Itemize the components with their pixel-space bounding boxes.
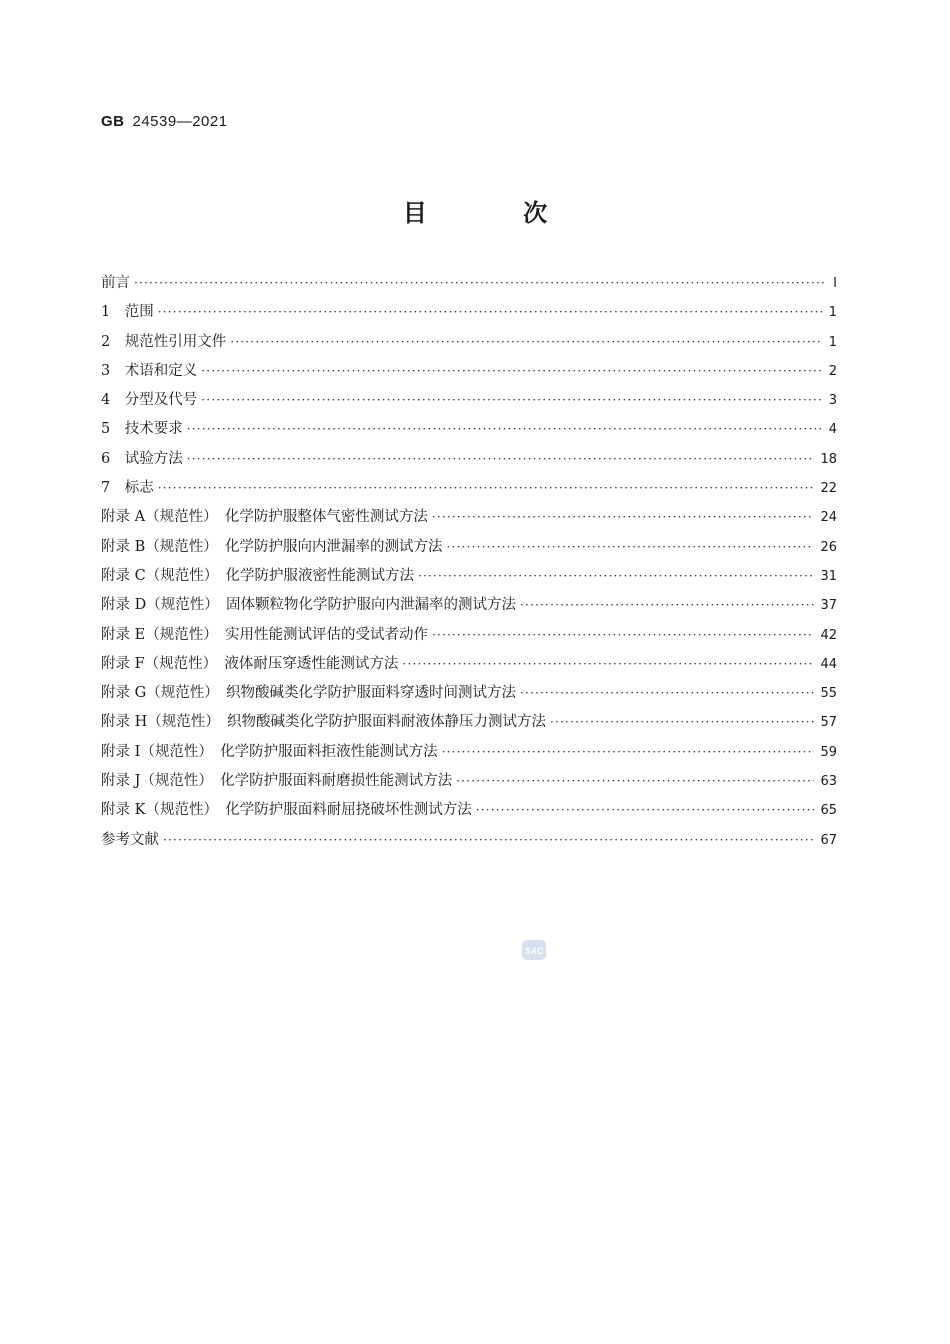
- toc-dot-leader: [163, 833, 814, 847]
- toc-entry[interactable]: [101, 447, 837, 476]
- toc-entry[interactable]: [101, 359, 837, 388]
- toc-entry-label: 5 技术要求: [101, 421, 183, 438]
- toc-dot-leader: [201, 364, 822, 378]
- toc-dot-leader: [158, 481, 815, 495]
- svg-text:SAC: SAC: [524, 946, 544, 956]
- toc-entry[interactable]: [101, 535, 837, 564]
- toc-entry-label: 附录 E（规范性） 实用性能测试评估的受试者动作: [101, 626, 428, 643]
- toc-entry[interactable]: [101, 623, 837, 652]
- toc-entry[interactable]: [101, 388, 837, 417]
- toc-entry-page: 31: [820, 568, 837, 584]
- toc-dot-leader: [550, 715, 814, 729]
- toc-entry-page: 1: [828, 305, 837, 321]
- toc-entry[interactable]: [101, 300, 837, 329]
- toc-entry-page: 18: [820, 451, 837, 467]
- toc-entry-label: 7 标志: [101, 480, 154, 497]
- toc-dot-leader: [134, 276, 827, 290]
- toc-dot-leader: [520, 598, 814, 612]
- toc-entry-label: 前言: [101, 275, 130, 291]
- toc-entry-label: 附录 A（规范性） 化学防护服整体气密性测试方法: [101, 509, 428, 526]
- toc-entry-label: 6 试验方法: [101, 450, 183, 467]
- toc-dot-leader: [402, 657, 814, 671]
- toc-entry-page: 3: [828, 393, 837, 409]
- toc-entry-page: Ⅰ: [833, 276, 837, 291]
- toc-entry-label: 附录 H（规范性） 织物酸碱类化学防护服面料耐液体静压力测试方法: [101, 714, 547, 731]
- toc-entry[interactable]: [101, 681, 837, 710]
- toc-entry-label: 2 规范性引用文件: [101, 333, 227, 350]
- toc-entry[interactable]: [101, 798, 837, 827]
- toc-dot-leader: [432, 510, 815, 524]
- toc-dot-leader: [230, 335, 822, 349]
- toc-entry-page: 42: [820, 627, 837, 643]
- sac-watermark-logo: [521, 937, 547, 963]
- toc-entry-page: 24: [820, 510, 837, 526]
- toc-dot-leader: [456, 774, 814, 788]
- toc-entry[interactable]: [101, 828, 837, 857]
- toc-entry-label: 4 分型及代号: [101, 392, 198, 409]
- toc-dot-leader: [476, 803, 815, 817]
- standard-code: [101, 113, 228, 130]
- toc-dot-leader: [442, 745, 815, 759]
- toc-entry-page: 26: [820, 539, 837, 555]
- toc-entry-label: 附录 K（规范性） 化学防护服面料耐屈挠破坏性测试方法: [101, 802, 472, 819]
- toc-dot-leader: [418, 569, 815, 583]
- toc-entry-page: 1: [828, 334, 837, 350]
- toc-entry-page: 55: [820, 686, 837, 702]
- toc-dot-leader: [187, 422, 823, 436]
- toc-entry[interactable]: [101, 740, 837, 769]
- toc-entry[interactable]: [101, 505, 837, 534]
- toc-entry-page: 22: [820, 481, 837, 497]
- toc-entry-label: 1 范围: [101, 304, 154, 321]
- toc-entry[interactable]: [101, 330, 837, 359]
- toc-entry[interactable]: [101, 271, 837, 300]
- toc-entry-page: 65: [820, 803, 837, 819]
- toc-dot-leader: [187, 452, 815, 466]
- toc-dot-leader: [432, 628, 815, 642]
- standard-prefix: GB: [101, 113, 125, 130]
- toc-dot-leader: [158, 305, 823, 319]
- table-of-contents: [101, 271, 837, 857]
- toc-entry[interactable]: [101, 769, 837, 798]
- toc-entry[interactable]: [101, 652, 837, 681]
- toc-entry[interactable]: [101, 710, 837, 739]
- toc-entry[interactable]: [101, 476, 837, 505]
- toc-entry-label: 附录 D（规范性） 固体颗粒物化学防护服向内泄漏率的测试方法: [101, 597, 516, 614]
- toc-entry-label: 附录 B（规范性） 化学防护服向内泄漏率的测试方法: [101, 538, 443, 555]
- toc-entry-page: 2: [828, 363, 837, 379]
- toc-dot-leader: [520, 686, 815, 700]
- toc-entry-page: 63: [820, 774, 837, 790]
- toc-entry-label: 3 术语和定义: [101, 362, 198, 379]
- toc-entry-label: 参考文献: [101, 831, 159, 848]
- toc-entry-label: 附录 J（规范性） 化学防护服面料耐磨损性能测试方法: [101, 773, 453, 790]
- toc-dot-leader: [447, 540, 815, 554]
- page-title: 目 次: [402, 199, 592, 227]
- toc-entry[interactable]: [101, 564, 837, 593]
- toc-entry-label: 附录 C（规范性） 化学防护服液密性能测试方法: [101, 567, 414, 584]
- toc-entry-page: 37: [820, 598, 837, 614]
- toc-entry-page: 44: [820, 656, 837, 672]
- toc-entry[interactable]: [101, 593, 837, 622]
- standard-number: 24539—2021: [132, 113, 228, 130]
- toc-entry-page: 67: [820, 832, 837, 848]
- toc-entry-page: 59: [820, 744, 837, 760]
- toc-entry[interactable]: [101, 417, 837, 446]
- toc-dot-leader: [201, 393, 822, 407]
- toc-entry-label: 附录 F（规范性） 液体耐压穿透性能测试方法: [101, 655, 399, 672]
- toc-entry-page: 4: [828, 422, 837, 438]
- toc-entry-label: 附录 I（规范性） 化学防护服面料拒液性能测试方法: [101, 743, 438, 760]
- toc-entry-label: 附录 G（规范性） 织物酸碱类化学防护服面料穿透时间测试方法: [101, 685, 516, 702]
- toc-entry-page: 57: [820, 715, 837, 731]
